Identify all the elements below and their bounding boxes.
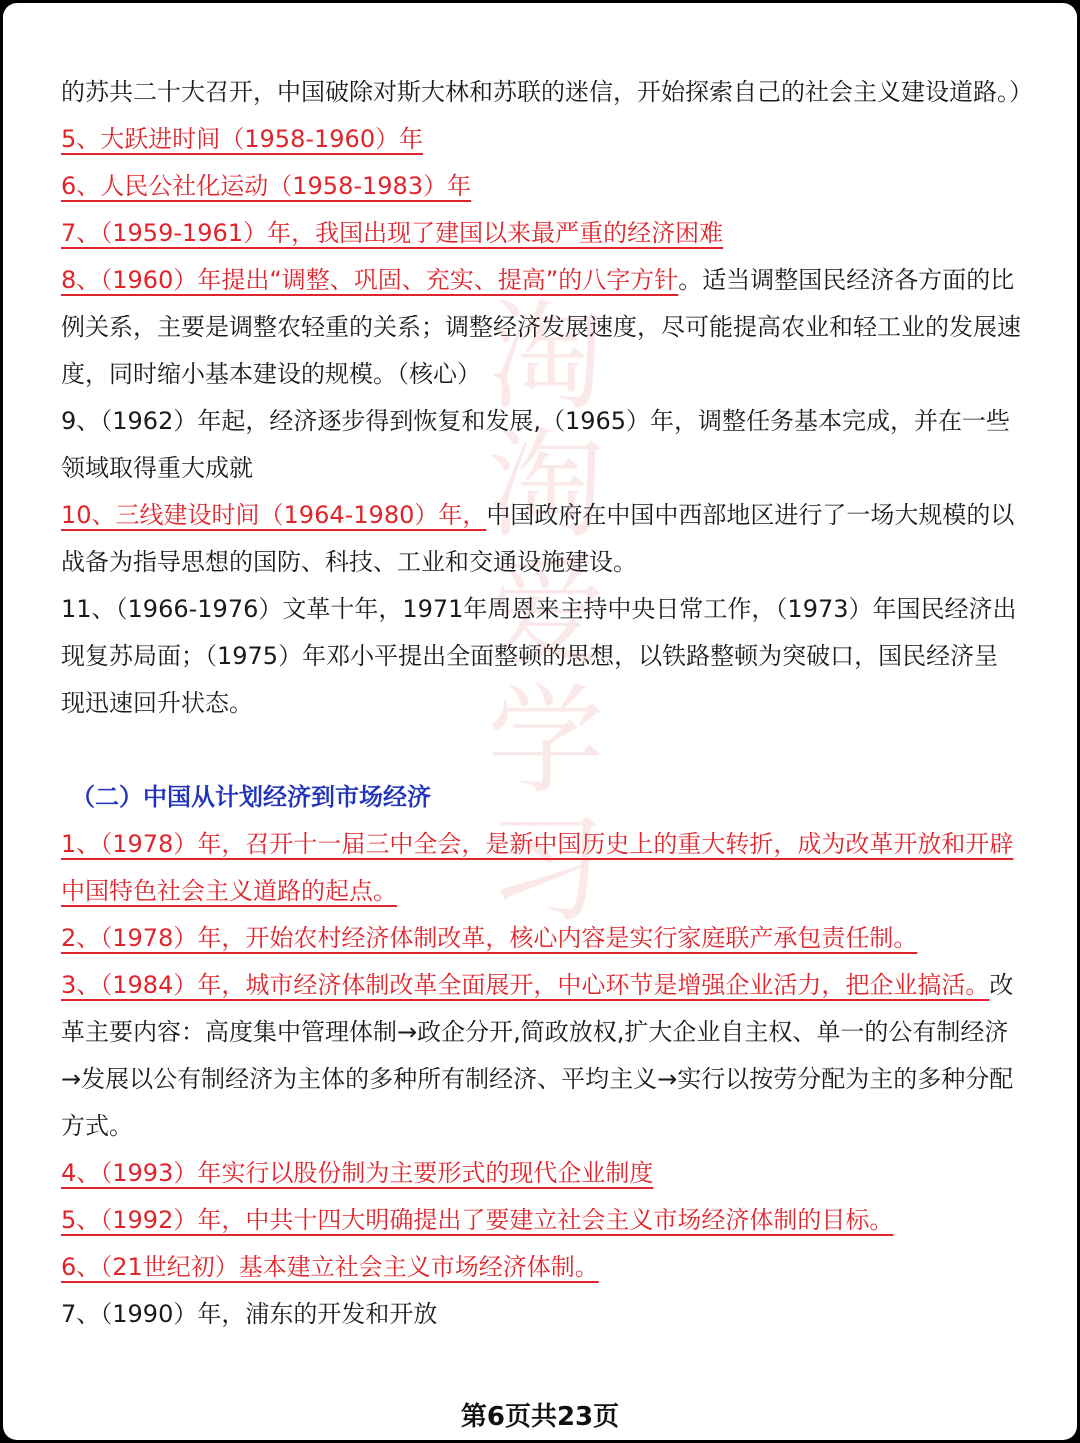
body-text: 中国政府在中国中西部地区进行了一场大规模的以战备为指导思想的国防、科技、工业和交通设施建设。	[61, 501, 1015, 576]
paragraph	[61, 257, 1021, 398]
paragraph: 9、（1962）年起，经济逐步得到恢复和发展,（1965）年，调整任务基本完成，并在一些领域取得重大成就	[61, 407, 1011, 482]
highlight-text: 3、（1984）年，城市经济体制改革全面展开，中心环节是增强企业活力，把企业搞活。	[61, 971, 990, 999]
watermark-char: 习	[486, 800, 605, 938]
document-body	[61, 69, 1033, 1338]
paragraph-highlight: 7、（1959-1961）年，我国出现了建国以来最严重的经济困难	[61, 219, 724, 247]
body-text: 。适当调整国民经济各方面的比例关系，主要是调整农轻重的关系；调整经济发展速度，尽可能提高农业和轻工业的发展速度，同时缩小基本建设的规模。（核心）	[61, 266, 1021, 388]
watermark-char: 学	[486, 672, 605, 810]
paragraph	[61, 492, 1021, 586]
paragraph-highlight: 4、（1993）年实行以股份制为主要形式的现代企业制度	[61, 1159, 654, 1187]
highlight-text: 8、（1960）年提出“调整、巩固、充实、提高”的八字方针	[61, 266, 679, 294]
body-text: 改革主要内容：高度集中管理体制→政企分开,简政放权,扩大企业自主权、单一的公有制经济→发展以公有制经济为主体的多种所有制经济、平均主义→实行以按劳分配为主的多种分配方式。	[61, 971, 1014, 1140]
document-page	[3, 3, 1077, 1440]
paragraph-highlight: 5、（1992）年，中共十四大明确提出了要建立社会主义市场经济体制的目标。	[61, 1206, 894, 1234]
watermark-char: 淘	[486, 416, 605, 554]
page-number: 第6页共23页	[460, 1402, 620, 1432]
paragraph	[61, 962, 1021, 1150]
paragraph-highlight: 2、（1978）年，开始农村经济体制改革，核心内容是实行家庭联产承包责任制。	[61, 924, 918, 952]
paragraph: 7、（1990）年，浦东的开发和开放	[61, 1300, 438, 1328]
highlight-text: 10、三线建设时间（1964-1980）年，	[61, 501, 487, 529]
watermark-char: 淘	[486, 288, 605, 426]
paragraph: 11、（1966-1976）文革十年，1971年周恩来主持中央日常工作，（1973）年国民经济出现复苏局面；（1975）年邓小平提出全面整顿的思想，以铁路整顿为突破口，国民经济呈现迅速回升状态。	[61, 595, 1017, 717]
paragraph-highlight: 5、大跃进时间（1958-1960）年	[61, 125, 424, 153]
section-heading: （二）中国从计划经济到市场经济	[71, 783, 431, 811]
paragraph-highlight: 6、（21世纪初）基本建立社会主义市场经济体制。	[61, 1253, 599, 1281]
paragraph-highlight: 1、（1978）年，召开十一届三中全会，是新中国历史上的重大转折，成为改革开放和开辟中国特色社会主义道路的起点。	[61, 830, 1014, 905]
paragraph: 的苏共二十大召开，中国破除对斯大林和苏联的迷信，开始探索自己的社会主义建设道路。）	[61, 78, 1033, 106]
watermark-char: 爱	[486, 544, 605, 682]
paragraph-highlight: 6、人民公社化运动（1958-1983）年	[61, 172, 472, 200]
